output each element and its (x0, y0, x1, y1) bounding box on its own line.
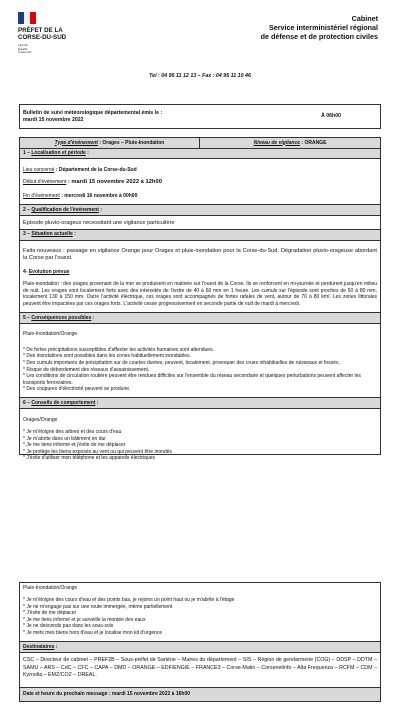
motto-liberte: Liberté (18, 42, 28, 47)
section5-heading (20, 312, 380, 323)
section5-title: Conséquences possibles (31, 314, 92, 321)
section6-tail: : (95, 399, 99, 406)
list-item: * Des cumuls importants de précipitation sur de courtes durées, peuvent, localement, provoquer des crues inhabituelles de ruisseaux et fossés. (23, 360, 377, 367)
debut-value: : mardi 15 novembre 2022 à 12h00 (66, 179, 162, 186)
evolution-heading (23, 269, 377, 276)
vigilance-label: Niveau de vigilance (253, 139, 301, 146)
page2-content-box (19, 582, 381, 702)
destinataires-label: Destinataires (23, 643, 55, 650)
section3-body (20, 240, 380, 313)
section1-heading (20, 148, 380, 159)
section6-heading (20, 397, 380, 408)
cabinet-line: Cabinet (351, 14, 378, 23)
event-type-value: : Orages – Pluie-Inondation (97, 139, 165, 146)
bulletin-header-box (19, 104, 381, 129)
fin-line (23, 193, 377, 200)
evolution-text: Pluie-inondation : des orages provenant de la mer se produisent en matinée sur l'ouest de la Corse. Ils se renforcent en mi-journée et perdurent jusqu'en milieu de nuit. Les orages sont localement forts avec des intensités de l'ordre de 40 à 60 mm en 1 heure. Les cumuls sur l'épisode sont proches de 50 à 80 mm, localement 130 à 150 mm. Outre l'activité électrique, ces orages sont accompagnés de fortes rafales de vent, autour de 70 à 80 km/. Les zones littorales peuvent être impactées par ces orages forts. L'activité cesse progressivement en seconde partie de nuit de mardi à mercredi. (23, 281, 377, 307)
bulletin-time: À 06h00 (321, 113, 341, 120)
tricolor-flag-icon (18, 12, 36, 24)
prefet-title: PRÉFET DE LA CORSE-DU-SUD (18, 27, 67, 41)
section6-title: Conseils de comportement (31, 399, 96, 406)
list-item: * Je mets mes biens hors d'eau et je localise mon kit d'urgence (23, 630, 377, 637)
service-header (261, 14, 378, 42)
republic-motto (18, 44, 78, 55)
next-message-row (20, 687, 380, 701)
list-item: * Je m'éloigne des arbres et des cours d'eau (23, 429, 377, 436)
list-item: * Je ne m'engage pas sur une route immergée, même partiellement (23, 604, 377, 611)
section1-title: Localisation et période (31, 150, 86, 157)
consequences-list (23, 347, 377, 393)
destinataires-heading (20, 641, 380, 652)
list-item: * Je m'abrite dans un bâtiment en dur (23, 436, 377, 443)
fin-value: : mercredi 16 novembre à 00h00 (59, 192, 138, 199)
list-item: * Je protège les biens exposés au vent ou qui peuvent être inondés (23, 449, 377, 456)
section2-heading (20, 204, 380, 215)
section6-body (20, 408, 380, 462)
bulletin-issued (23, 110, 162, 124)
contact-phone-fax: Tel : 04 95 11 12 13 – Fax : 04 95 11 10 46 (149, 73, 251, 79)
motto-fraternite: Fraternité (18, 50, 32, 55)
section2-body (20, 215, 380, 229)
event-type-label: Type d'événement (54, 139, 98, 146)
section5-subtitle: Pluie-Inondation/Orange (23, 331, 78, 338)
section1-num: 1 – (23, 150, 32, 157)
destinataires-body (20, 652, 380, 687)
section2-tail: : (98, 206, 103, 213)
section5-num: 5 – (23, 314, 32, 321)
event-type-cell (20, 138, 200, 148)
destinataires-tail: : (54, 643, 58, 650)
prefecture-logo (18, 12, 78, 55)
section5-tail: : (91, 314, 95, 321)
motto-egalite: Égalité (18, 46, 28, 51)
list-item: * J'évite d'utiliser mon téléphone et les appareils électriques (23, 455, 377, 462)
vigilance-cell (200, 138, 380, 148)
event-summary-row (20, 138, 380, 148)
list-item: * Je me tiens informé et je surveille la montée des eaux (23, 617, 377, 624)
bulletin-content-box (19, 137, 381, 462)
list-item: * Je ne descends pas dans les sous-sols (23, 623, 377, 630)
inondation-advice-list (23, 597, 377, 637)
page2-advice (20, 583, 380, 641)
section3-title: Situation actuelle (31, 231, 73, 238)
section1-body (20, 158, 380, 204)
bulletin-line1: Bulletin de suivi météorologique départemental émis le : (23, 109, 163, 116)
section2-num: 2 – (23, 206, 32, 213)
section1-tail: : (85, 150, 89, 157)
qualification-text: Episode pluvio-orageux nécessitant une vigilance particulière (23, 219, 175, 226)
evolution-title: Evolution prévue (28, 268, 70, 275)
list-item: * Je me tiens informé et j'évite de me déplacer (23, 442, 377, 449)
section3-num: 3 – (23, 231, 32, 238)
debut-label: Début d'événement (23, 179, 67, 186)
page2-subtitle: Pluie-Inondation/Orange (23, 584, 78, 591)
service-line-2: de défense et de protection civiles (260, 32, 378, 42)
behaviour-list (23, 429, 377, 462)
list-item: * Des coupures d'électricité peuvent se produire. (23, 386, 377, 393)
list-item: * Des inondations sont possibles dans les zones habituellement inondables. (23, 353, 377, 360)
section6-subtitle: Orages/Orange (23, 416, 58, 423)
situation-text: Faits nouveaux : passage en vigilance Orange pour Orages et pluie-inondation pour la Corse-du-Sud. Dégradation pluvio-orageuse abordant la Corse par l'ouest. (23, 248, 377, 262)
destinataires-text: CSC – Directeur de cabinet – PREF2B – Sous-préfet de Sartène – Maires du département – SIS – Région de gendarmerie (COG) – DDSP – DDTM – SAMU – ARS – CdC – CFC – CAPA – DMD – ORANGE – EDF/ENGIE – FRANCE3 – Corse-Matin – Corsenetinfo – Alta Frequenza – RCFM – CDM – Kyrnolia – EMZ/COZ – DREAL. (23, 657, 377, 679)
section5-body (20, 323, 380, 398)
list-item: * Je m'éloigne des cours d'eau et des points bas, je rejoins un point haut ou je m'abrite à l'étage (23, 597, 377, 604)
list-item: * J'évite de me déplacer (23, 610, 377, 617)
evolution-num: 4- (23, 268, 29, 275)
service-line: Service interministériel régional (268, 23, 378, 33)
list-item: * Les conditions de circulation routière peuvent être rendues difficiles sur l'ensemble du réseau secondaire et quelques perturbations peuvent affecter les transports ferroviaires. (23, 373, 377, 386)
section6-num: 6 – (23, 399, 32, 406)
lieu-value: : Département de la Corse-du-Sud (54, 166, 137, 173)
fin-label: Fin d'événement (23, 192, 60, 199)
lieu-label: Lieu concerné (23, 166, 55, 173)
list-item: * Risque de débordement des réseaux d'assainissement. (23, 367, 377, 374)
section3-heading (20, 229, 380, 240)
section3-tail: : (72, 231, 76, 238)
list-item: * De fortes précipitations susceptibles d'affecter les activités humaines sont attendues. (23, 347, 377, 354)
debut-line (23, 179, 377, 187)
next-message: Date et heure du prochain message : mardi 15 novembre 2022 à 16h00 (23, 690, 191, 697)
lieu-line (23, 167, 377, 174)
section2-title: Qualification de l'événement (31, 206, 99, 213)
vigilance-value: : ORANGE (300, 139, 327, 146)
bulletin-date: mardi 15 novembre 2022 (23, 116, 84, 123)
